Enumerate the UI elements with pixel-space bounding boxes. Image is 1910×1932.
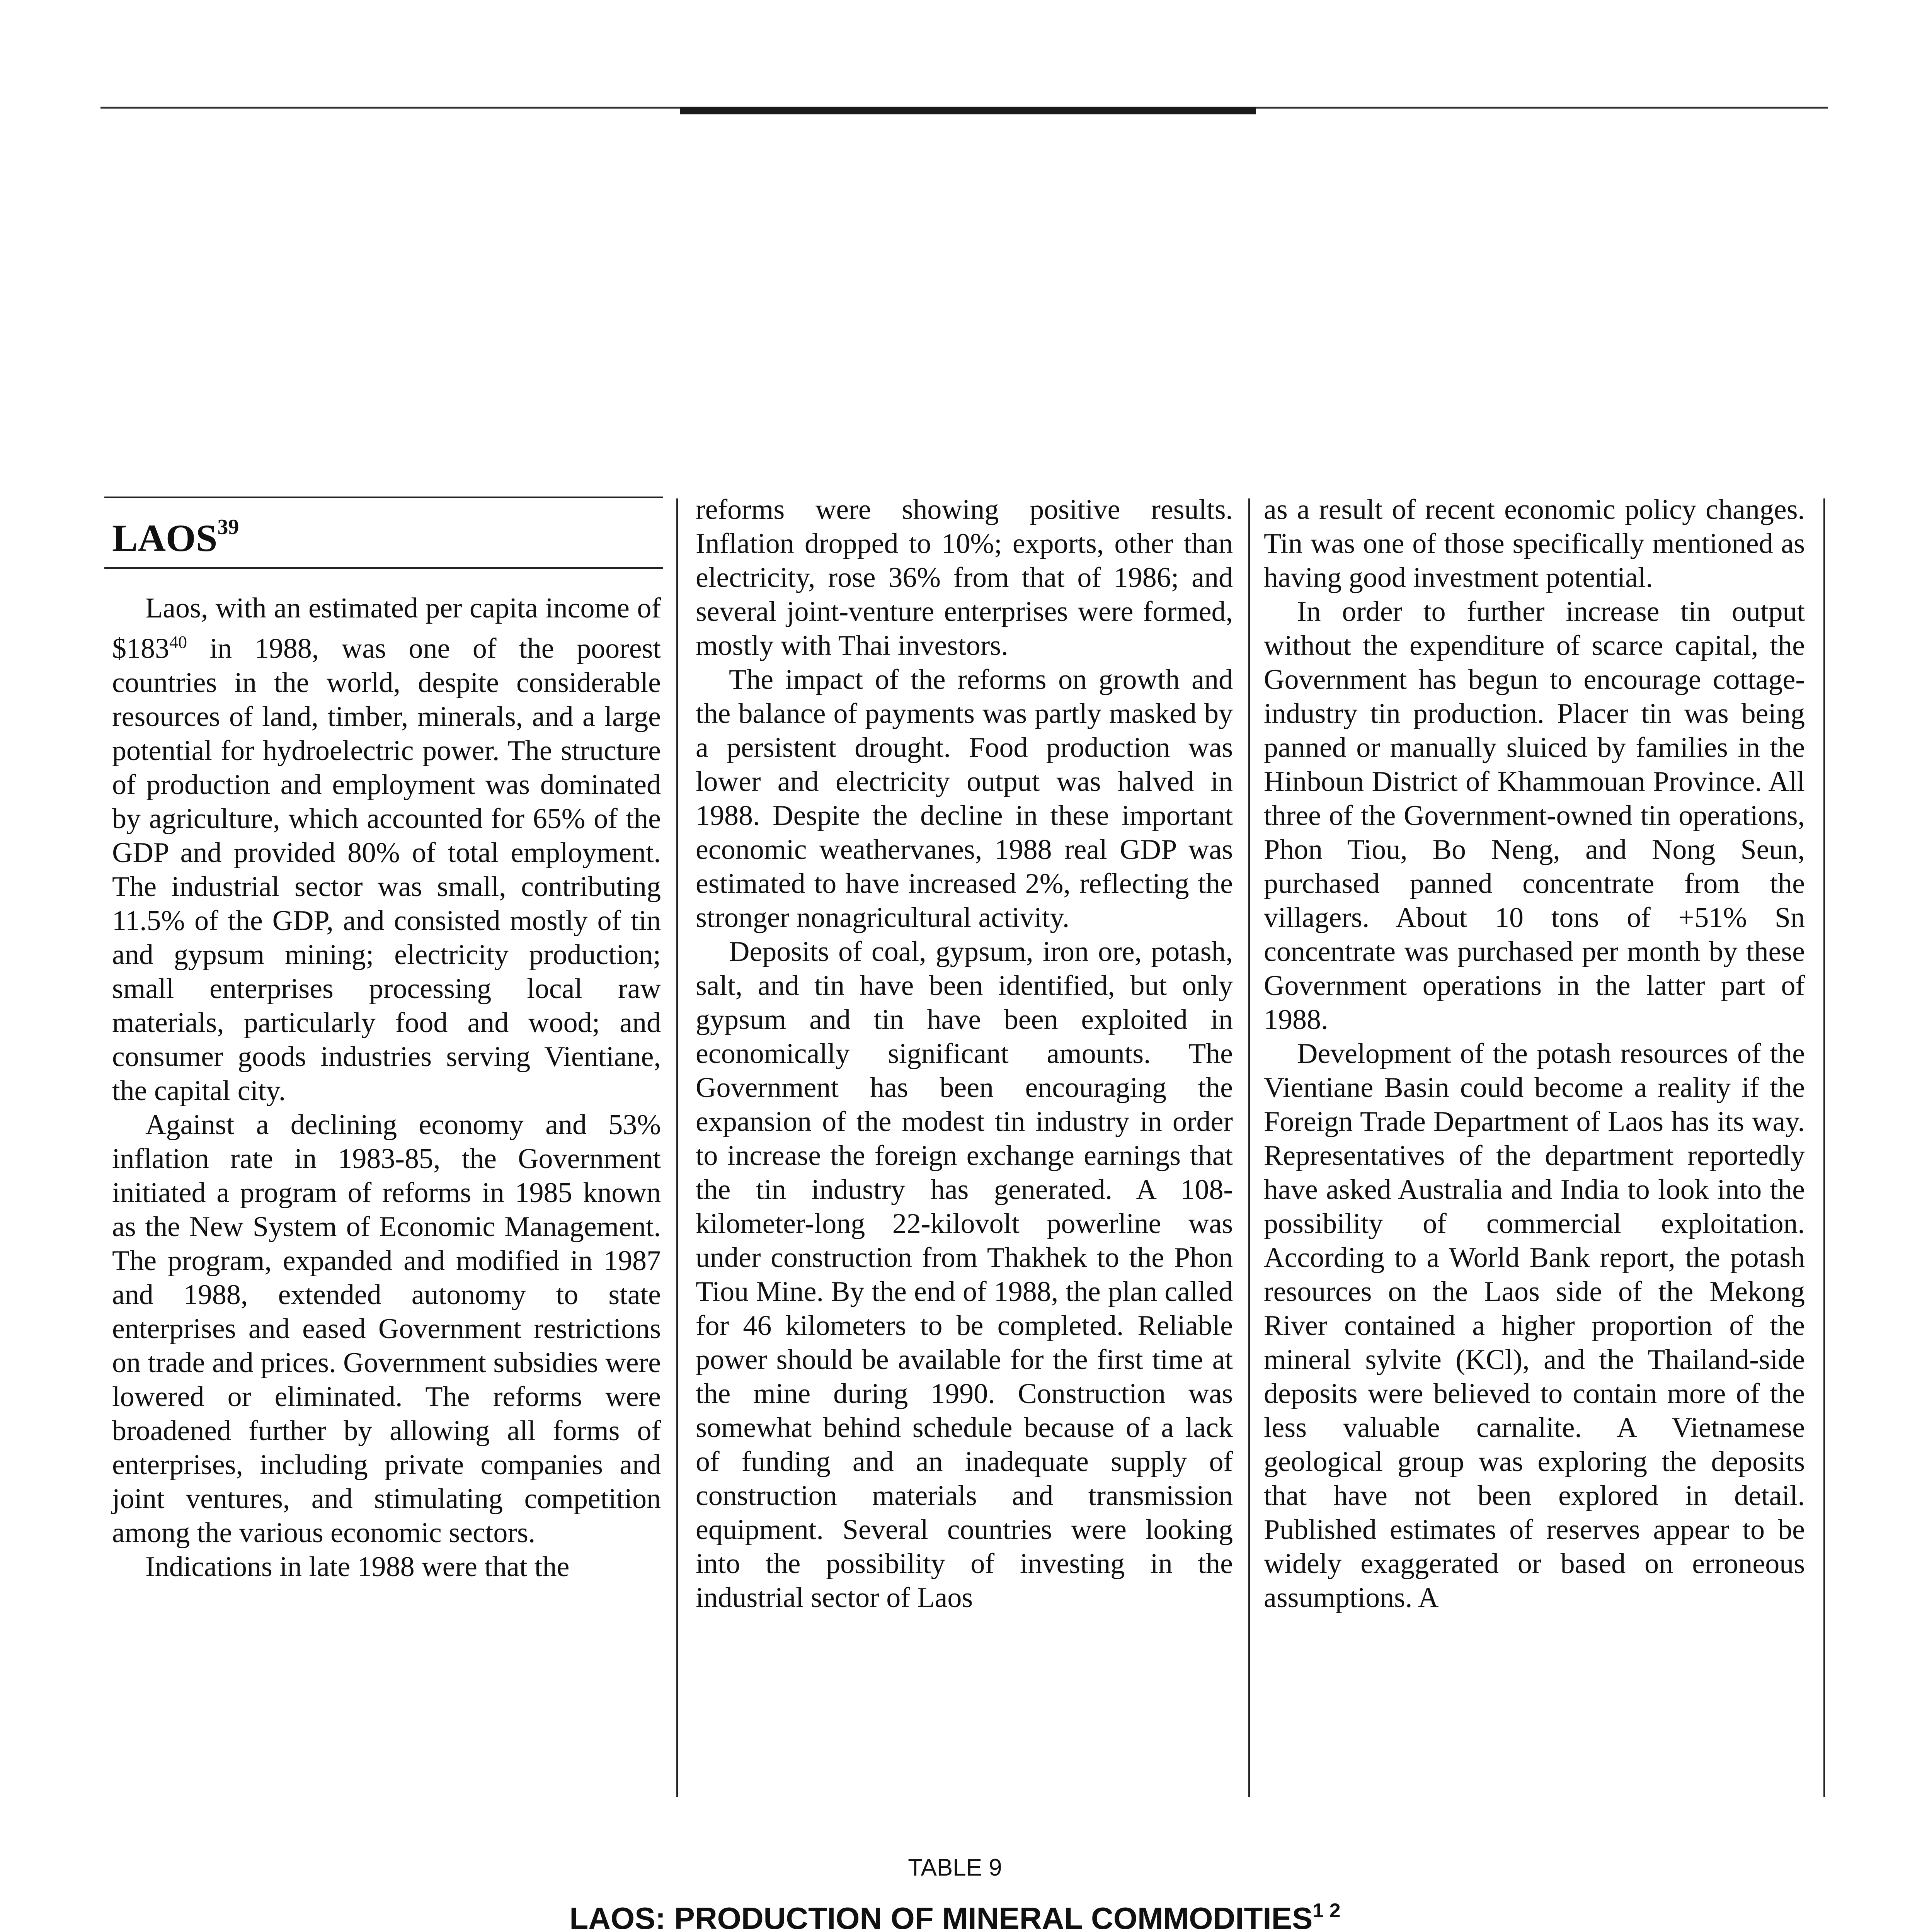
column-1	[112, 591, 661, 1584]
top-rule-accent	[680, 107, 1256, 114]
col2-paragraph-3: Deposits of coal, gypsum, iron ore, potash, salt, and tin have been identified, but only gypsum and tin have been exploited in economically significant amounts. The Government has been encouraging the expansion of the modest tin industry in order to increase the foreign exchange earnings that the tin industry has generated. A 108-kilometer-long 22-kilovolt powerline was under construction from Thakhek to the Phon Tiou Mine. By the end of 1988, the plan called for 46 kilometers to be completed. Reliable power should be available for the first time at the mine during 1990. Construction was somewhat behind schedule because of a lack of funding and an inadequate supply of construction materials and transmission equipment. Several countries were looking into the possibility of investing in the industrial sector of Laos	[696, 936, 1233, 1614]
section-title-box	[104, 497, 663, 569]
col1-paragraph-2: Against a declining economy and 53% inflation rate in 1983-85, the Government initiated a program of reforms in 1985 known as the New System of Economic Management. The program, expanded and modified in 1987 and 1988, extended autonomy to state enterprises and eased Government restrictions on trade and prices. Government subsidies were lowered or eliminated. The reforms were broadened further by allowing all forms of enterprises, including private companies and joint ventures, and stimulating competition among the various economic sectors.	[112, 1109, 661, 1549]
column-divider-1	[676, 498, 678, 1797]
title-rule-bottom	[104, 567, 663, 569]
title-footnote: 39	[217, 515, 239, 539]
col1-p1-text-a: Laos, with an estimated per capita income of $183	[112, 592, 661, 665]
col1-paragraph-1	[112, 591, 661, 1108]
column-divider-3	[1823, 498, 1825, 1797]
column-2	[696, 493, 1233, 1615]
col2-paragraph-2: The impact of the reforms on growth and the balance of payments was partly masked by a persistent drought. Food production was lower and electricity output was halved in 1988. Despite the decline in these important economic weathervanes, 1988 real GDP was estimated to have increased 2%, reflecting the stronger nonagricultural activity.	[696, 664, 1233, 934]
table-title-text: LAOS: PRODUCTION OF MINERAL COMMODITIES	[569, 1901, 1313, 1932]
col3-paragraph-2: In order to further increase tin output without the expenditure of scarce capital, the Government has begun to encourage cottage-industry tin production. Placer tin was being panned or manually sluiced by families in the Hinboun District of Khammouan Province. All three of the Government-owned tin operations, Phon Tiou, Bo Neng, and Nong Seun, purchased panned concentrate from the villagers. About 10 tons of +51% Sn concentrate was purchased per month by these Government operations in the latter part of 1988.	[1264, 596, 1805, 1036]
col3-paragraph-1: as a result of recent economic policy changes. Tin was one of those specifically mentioned as having good investment potential.	[1264, 494, 1805, 594]
table-number: TABLE 9	[908, 1854, 1002, 1881]
table-title-notes: 1 2	[1312, 1900, 1341, 1922]
table-title	[0, 1899, 1910, 1932]
col3-paragraph-3: Development of the potash resources of the Vientiane Basin could become a reality if the Foreign Trade Department of Laos has its way. Representatives of the department reportedly have asked Australia and India to look into the possibility of commercial exploitation. According to a World Bank report, the potash resources on the Laos side of the Mekong River contained a higher proportion of the mineral sylvite (KCl), and the Thailand-side deposits were believed to contain more of the less valuable carnalite. A Vietnamese geological group was exploring the deposits that have not been explored in detail. Published estimates of reserves appear to be widely exaggerated or based on erroneous assumptions. A	[1264, 1038, 1805, 1614]
col1-p1-footnote: 40	[169, 632, 187, 652]
section-title	[112, 498, 663, 567]
col1-p1-text-b: in 1988, was one of the poorest countries in the world, despite considerable resources of land, timber, minerals, and a large potential for hydroelectric power. The structure of production and employment was dominated by agriculture, which accounted for 65% of the GDP and provided 80% of total employment. The industrial sector was small, contributing 11.5% of the GDP, and consisted mostly of tin and gypsum mining; electricity production; small enterprises processing local raw materials, particularly food and wood; and consumer goods industries serving Vientiane, the capital city.	[112, 633, 661, 1107]
column-3	[1264, 493, 1805, 1615]
col2-paragraph-1: reforms were showing positive results. Inflation dropped to 10%; exports, other than electricity, rose 36% from that of 1986; and several joint-venture enterprises were formed, mostly with Thai investors.	[696, 494, 1233, 662]
column-divider-2	[1248, 498, 1250, 1797]
title-text: LAOS	[112, 517, 218, 560]
col1-paragraph-3: Indications in late 1988 were that the	[145, 1551, 570, 1583]
